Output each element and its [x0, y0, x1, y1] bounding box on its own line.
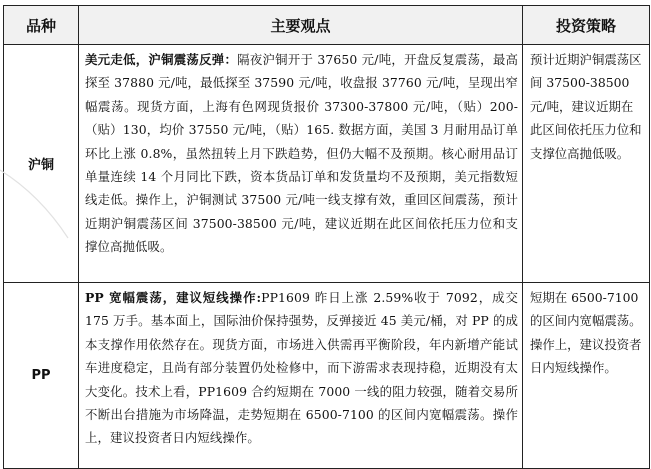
- view-headline: 美元走低，沪铜震荡反弹：: [85, 52, 238, 67]
- table-header-row: [4, 6, 650, 45]
- strategy-table: [3, 5, 650, 469]
- strategy-cell: 短期在 6500-7100 的区间内宽幅震荡。操作上，建议投资者日内短线操作。: [523, 283, 650, 469]
- main-view-cell: [79, 45, 523, 283]
- main-view-cell: [79, 283, 523, 469]
- variety-cell: PP: [4, 283, 79, 469]
- header-strategy: 投资策略: [523, 6, 650, 45]
- table-row-pp: [4, 283, 650, 469]
- view-body: 隔夜沪铜开于 37650 元/吨，开盘反复震荡，最高探至 37880 元/吨，最低探至 37590 元/吨，收盘报 37760 元/吨，呈现出窄幅震荡。现货方面，上海有色网现货报价 37300-37800 元/吨，（贴）200-（贴）130，均价 37550 元/吨，（贴）165. 数据方面，美国 3 月耐用品订单环比上涨 0.8%，虽然扭转上月下跌趋势，但仍大幅不及预期。核心耐用品订单量连续 14 个月同比下跌，资本货品订单和发货量均不及预期，美元指数短线走低。操作上，沪铜测试 37500 元/吨一线支撑有效，重回区间震荡，预计近期沪铜震荡区间 37500-38500 元/吨，建议近期在此区间依托压力位和支撑位高抛低吸。: [85, 52, 518, 255]
- strategy-table-wrapper: [3, 5, 649, 463]
- view-headline: PP 宽幅震荡，建议短线操作:: [85, 290, 262, 305]
- table-row-copper: [4, 45, 650, 283]
- header-main-view: 主要观点: [79, 6, 523, 45]
- variety-cell: 沪铜: [4, 45, 79, 283]
- header-variety: 品种: [4, 6, 79, 45]
- strategy-cell: 预计近期沪铜震荡区间 37500-38500 元/吨，建议近期在此区间依托压力位和支撑位高抛低吸。: [523, 45, 650, 283]
- view-body: PP1609 昨日上涨 2.59%收于 7092，成交 175 万手。基本面上，国际油价保持强势，反弹接近 45 美元/桶，对 PP 的成本支撑作用依然存在。现货方面，市场进入供需再平衡阶段，年内新增产能试车进度稳定，且尚有部分装置仍处检修中，而下游需求表现持稳，近期没有太大变化。技术上看，PP1609 合约短期在 7000 一线的阻力较强，随着交易所不断出台措施为市场降温，走势短期在 6500-7100 的区间内宽幅震荡。操作上，建议投资者日内短线操作。: [85, 290, 518, 446]
